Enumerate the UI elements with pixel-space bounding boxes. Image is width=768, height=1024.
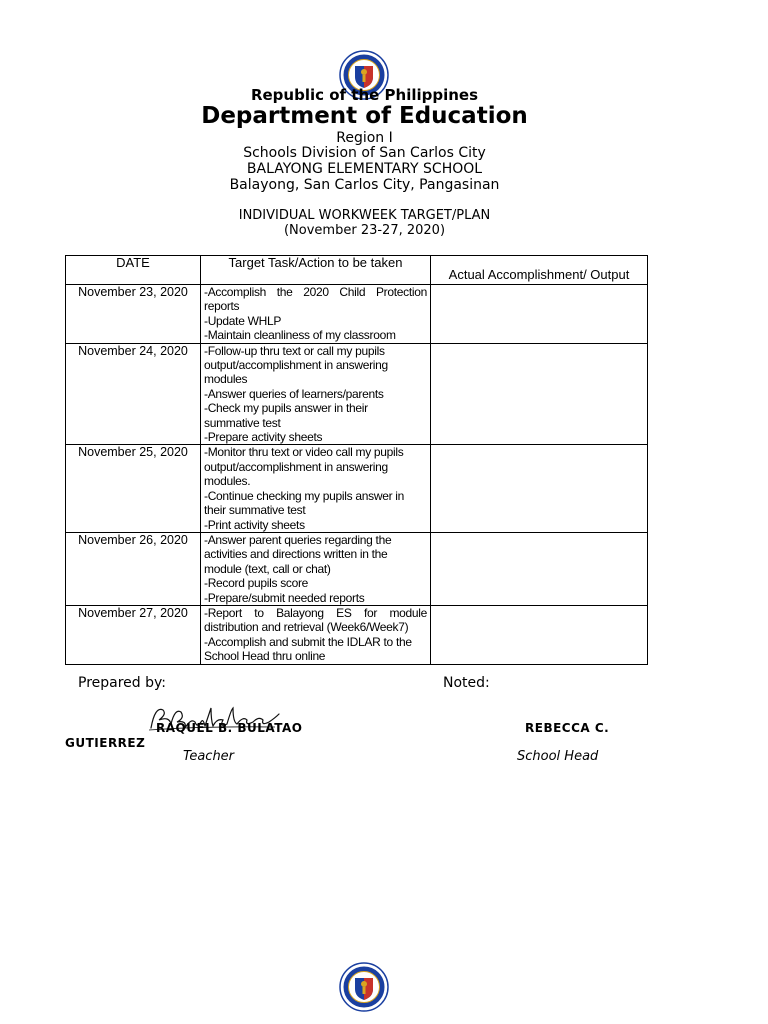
table-row (66, 532, 648, 605)
task-line: -Report to Balayong ES for module (204, 605, 427, 620)
task-line: -Continue checking my pupils answer in (204, 488, 405, 503)
date-cell: November 25, 2020 (66, 445, 201, 532)
task-line: distribution and retrieval (Week6/Week7) (204, 620, 409, 635)
task-line: -Check my pupils answer in their (204, 401, 368, 416)
date-cell: November 26, 2020 (66, 532, 201, 605)
actual-column-header: Actual Accomplishment/ Output (431, 256, 648, 285)
task-cell (201, 285, 431, 344)
task-line: -Prepare activity sheets (204, 430, 323, 445)
noted-label: Noted: (443, 675, 490, 691)
task-line: -Accomplish the 2020 Child Protection (204, 285, 427, 299)
task-line: -Follow-up thru text or call my pupils (204, 343, 385, 358)
actual-accomplishment-cell (431, 605, 648, 664)
table-header-row (66, 256, 648, 285)
task-line: output/accomplishment in answering (204, 358, 388, 373)
school-head-last-name: GUTIERREZ (65, 736, 146, 750)
table-row (66, 445, 648, 532)
task-line: output/accomplishment in answering (204, 459, 388, 474)
task-cell (201, 343, 431, 445)
date-cell: November 23, 2020 (66, 285, 201, 344)
task-line: -Prepare/submit needed reports (204, 590, 365, 605)
table-body (66, 285, 648, 665)
task-cell (201, 445, 431, 532)
actual-accomplishment-cell (431, 285, 648, 344)
teacher-role: Teacher (183, 749, 235, 764)
task-line: School Head thru online (204, 649, 326, 664)
workweek-plan-table (65, 255, 648, 665)
department-title: Department of Education (201, 103, 528, 129)
task-line: modules (204, 372, 248, 387)
division-line: Schools Division of San Carlos City (243, 145, 486, 161)
region-line: Region I (336, 130, 393, 146)
task-column-header: Target Task/Action to be taken (201, 256, 431, 285)
task-line: reports (204, 299, 240, 314)
task-line: -Update WHLP (204, 313, 282, 328)
actual-accomplishment-cell (431, 445, 648, 532)
task-line: activities and directions written in the (204, 547, 388, 562)
task-cell (201, 532, 431, 605)
teacher-name: RAQUEL B. BULATAO (156, 721, 303, 735)
task-line: -Maintain cleanliness of my classroom (204, 328, 396, 343)
republic-heading: Republic of the Philippines (250, 86, 479, 104)
task-line: -Answer queries of learners/parents (204, 386, 384, 401)
school-line: BALAYONG ELEMENTARY SCHOOL (246, 161, 483, 177)
task-cell (201, 605, 431, 664)
task-line: their summative test (204, 503, 306, 518)
task-line: -Record pupils score (204, 576, 309, 591)
date-column-header: DATE (66, 256, 201, 285)
deped-seal-footer-icon (339, 962, 389, 1012)
task-line: modules. (204, 474, 251, 489)
task-line: -Print activity sheets (204, 517, 305, 532)
school-head-first-name: REBECCA C. (525, 721, 610, 735)
task-line: -Monitor thru text or video call my pupils (204, 445, 404, 460)
actual-accomplishment-cell (431, 343, 648, 445)
date-cell: November 27, 2020 (66, 605, 201, 664)
school-head-role: School Head (517, 749, 599, 764)
plan-title: INDIVIDUAL WORKWEEK TARGET/PLAN (238, 208, 491, 223)
table-row (66, 343, 648, 445)
prepared-by-label: Prepared by: (78, 675, 166, 691)
task-line: -Answer parent queries regarding the (204, 532, 392, 547)
table-row (66, 605, 648, 664)
address-line: Balayong, San Carlos City, Pangasinan (229, 177, 500, 193)
task-line: summative test (204, 415, 281, 430)
task-line: module (text, call or chat) (204, 561, 331, 576)
task-line: -Accomplish and submit the IDLAR to the (204, 634, 412, 649)
table-row (66, 285, 648, 344)
actual-accomplishment-cell (431, 532, 648, 605)
date-cell: November 24, 2020 (66, 343, 201, 445)
plan-dates: (November 23-27, 2020) (283, 223, 446, 238)
